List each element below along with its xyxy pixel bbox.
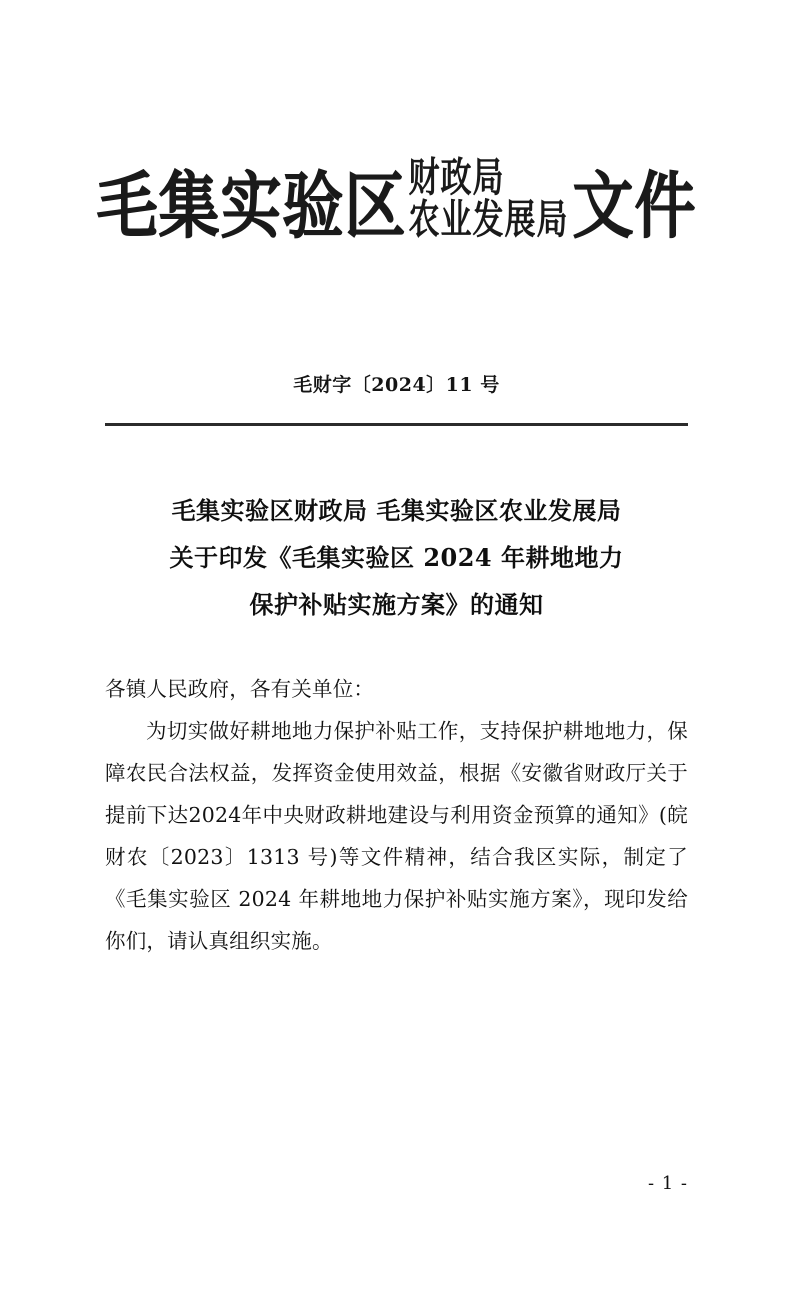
- letterhead-document-word: 文件: [572, 165, 697, 250]
- header-divider: [105, 423, 688, 426]
- body-salutation: 各镇人民政府，各有关单位：: [105, 677, 375, 702]
- letterhead-issuer-region: 毛集实验区: [96, 165, 407, 250]
- body-paragraph-1: 为切实做好耕地地力保护补贴工作，支持保护耕地地力，保障农民合法权益，发挥资金使用效益，根据《安徽省财政厅关于提前下达2024年中央财政耕地建设与利用资金预算的通知》(皖财农〔2023〕1313 号)等文件精神，结合我区实际，制定了《毛集实验区 2024 年耕地地力保护补贴实施方案》，现印发给你们，请认真组织实施。: [105, 719, 688, 954]
- title-line-1: 毛集实验区财政局 毛集实验区农业发展局: [171, 496, 622, 525]
- letterhead-department-finance: 财政局: [408, 154, 505, 202]
- title-line-3: 保护补贴实施方案》的通知: [249, 589, 544, 619]
- document-number: 毛财字〔2024〕11 号: [293, 374, 500, 396]
- letterhead: [96, 154, 697, 298]
- letterhead-row: [96, 154, 697, 250]
- title-line-2: 关于印发《毛集实验区 2024 年耕地地力: [169, 542, 624, 572]
- page-number: - 1 -: [647, 1173, 688, 1194]
- document-title: [105, 488, 688, 628]
- letterhead-departments: [408, 154, 569, 244]
- document-body: [105, 668, 688, 962]
- letterhead-department-agriculture: 农业发展局: [408, 196, 569, 244]
